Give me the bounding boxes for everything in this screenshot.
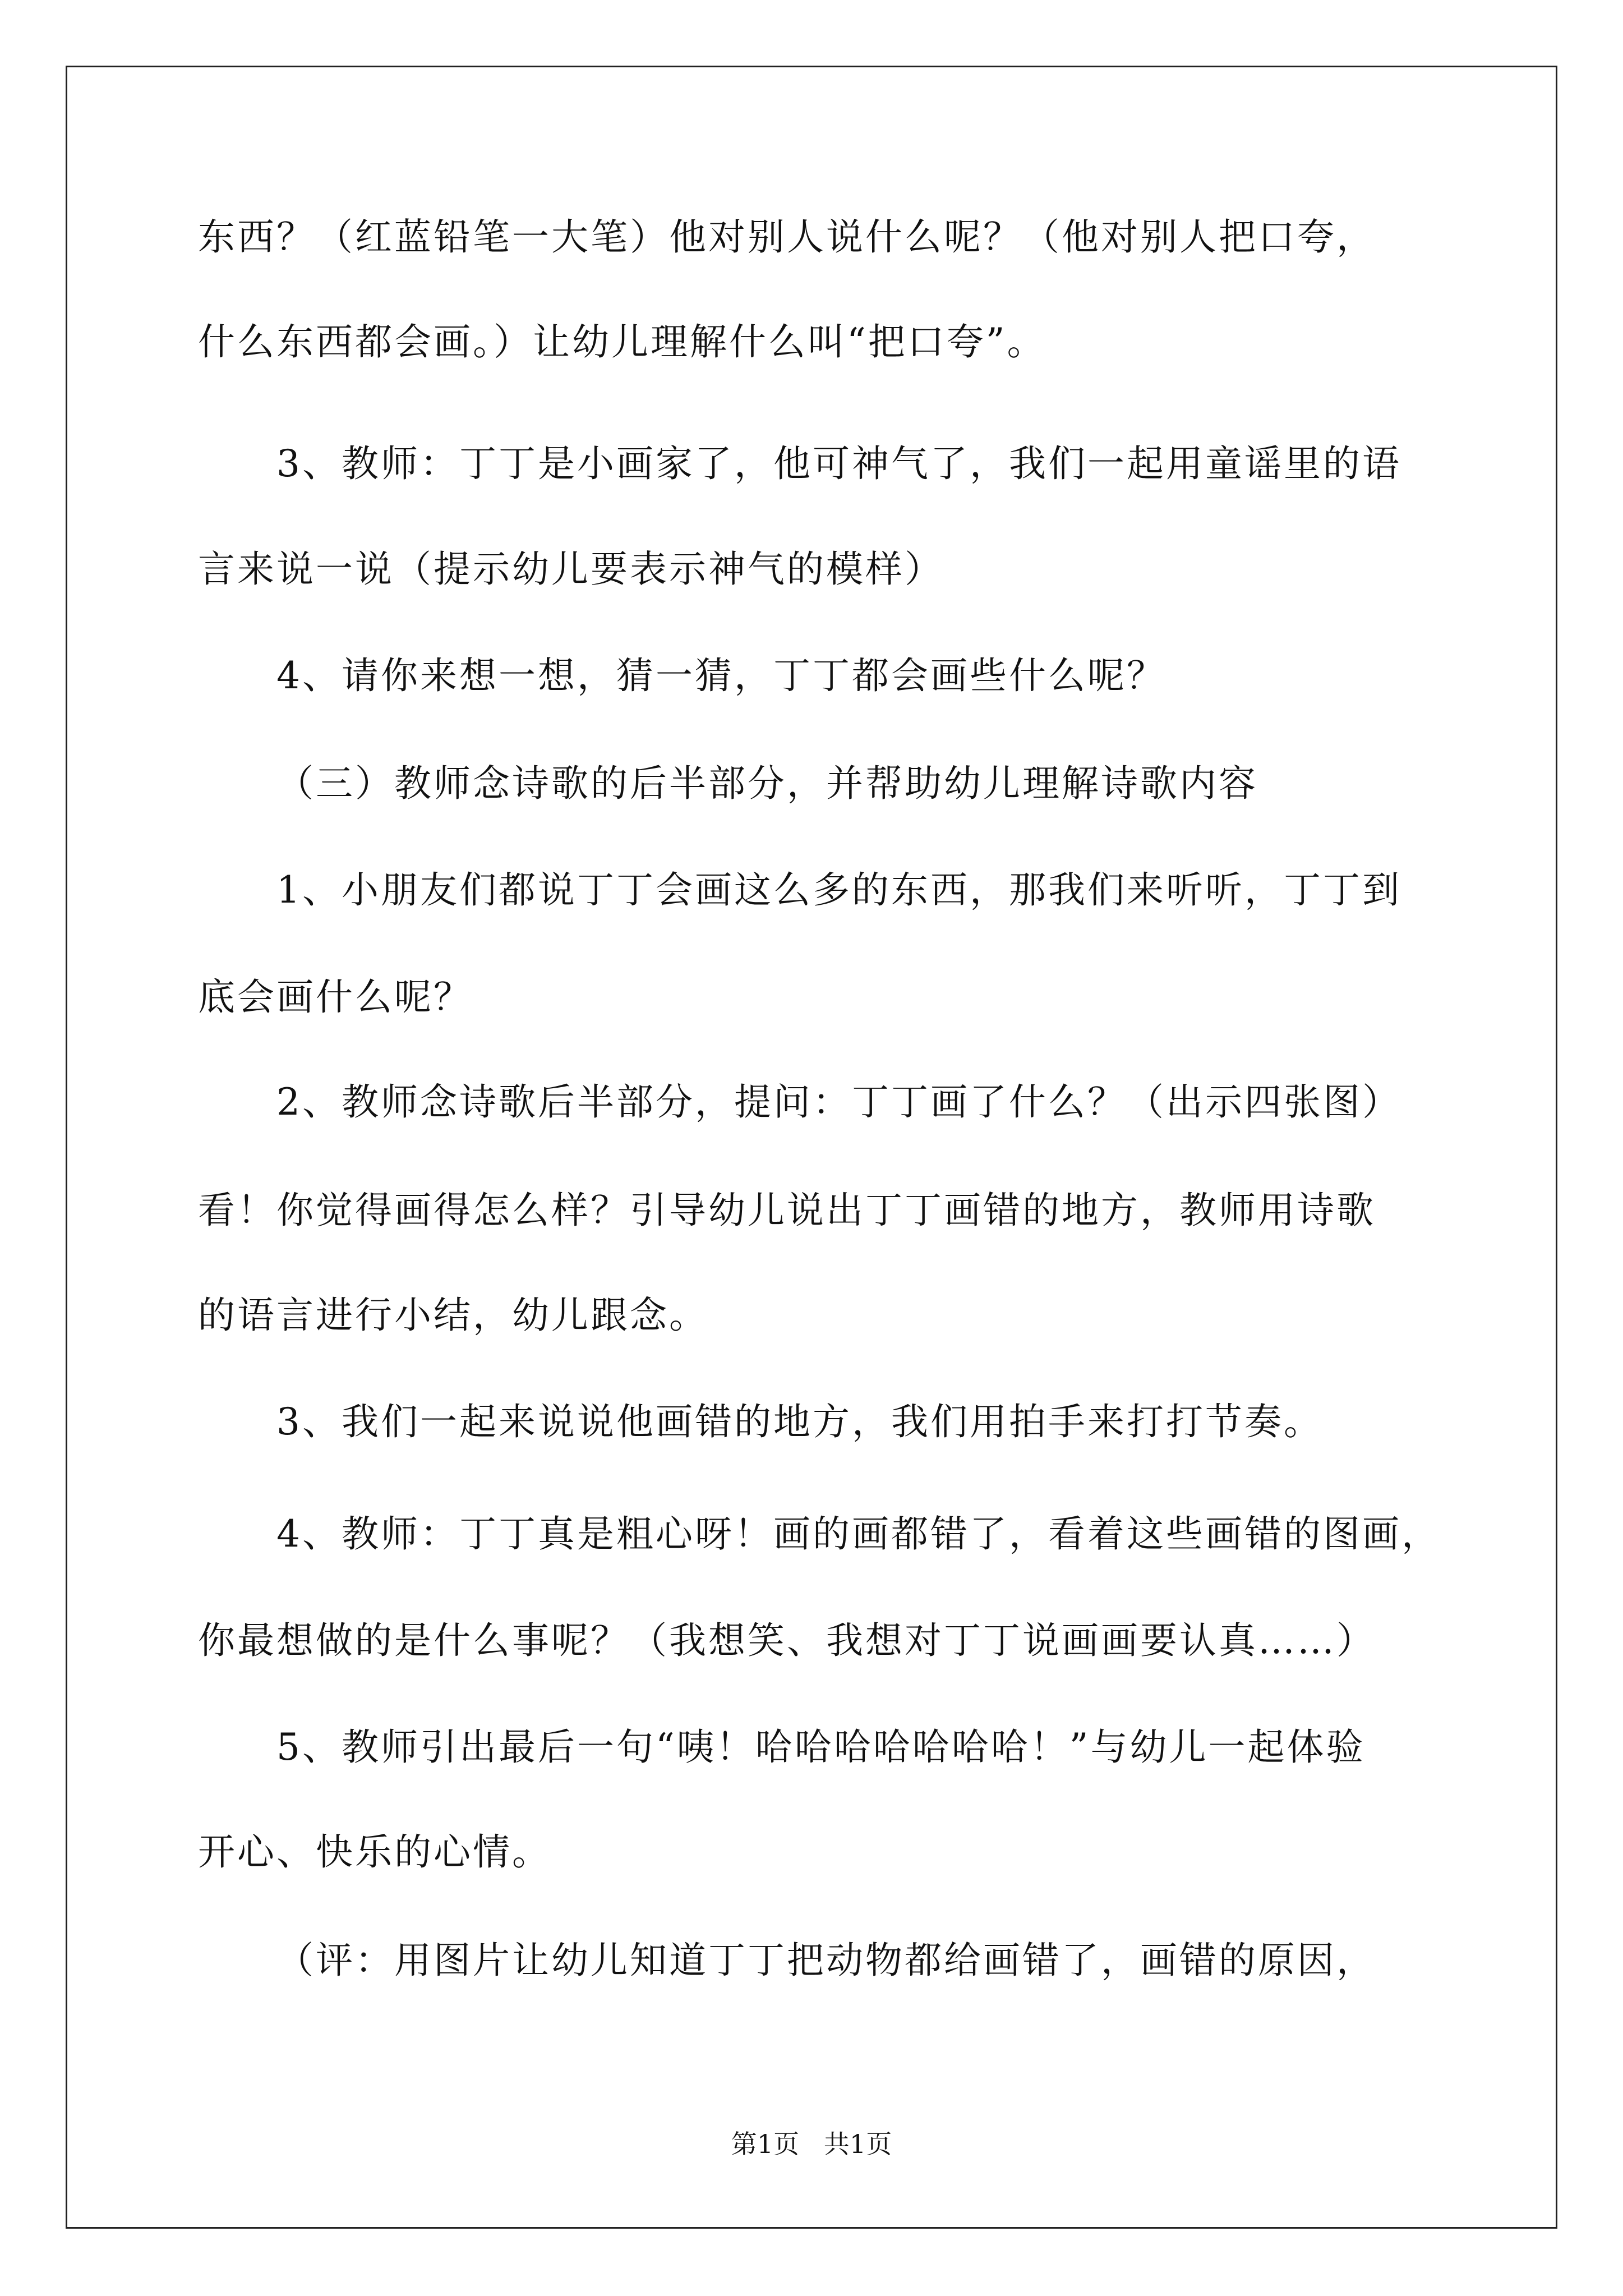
page-border	[66, 66, 1557, 2229]
body-line-11: 的语言进行小结，幼儿跟念。	[198, 1294, 708, 1337]
body-line-1: 东西？（红蓝铅笔一大笔）他对别人说什么呢？（他对别人把口夸，	[198, 215, 1376, 259]
body-line-3: 3、教师：丁丁是小画家了，他可神气了，我们一起用童谣里的语	[276, 442, 1401, 485]
body-line-12: 3、我们一起来说说他画错的地方，我们用拍手来打打节奏。	[276, 1400, 1323, 1443]
body-line-4: 言来说一说（提示幼儿要表示神气的模样）	[198, 547, 944, 591]
body-line-5: 4、请你来想一想，猜一猜，丁丁都会画些什么呢？	[276, 654, 1166, 697]
body-line-15: 5、教师引出最后一句“咦！哈哈哈哈哈哈哈！”与幼儿一起体验	[276, 1726, 1366, 1769]
body-line-17: （评：用图片让幼儿知道丁丁把动物都给画错了，画错的原因，	[276, 1939, 1376, 1982]
body-line-16: 开心、快乐的心情。	[198, 1830, 551, 1874]
body-line-10: 看！你觉得画得怎么样？引导幼儿说出丁丁画错的地方，教师用诗歌	[198, 1189, 1376, 1232]
page-footer: 第1页 共1页	[731, 2129, 892, 2159]
body-line-13: 4、教师：丁丁真是粗心呀！画的画都错了，看着这些画错的图画，	[276, 1512, 1441, 1556]
body-line-6: （三）教师念诗歌的后半部分，并帮助幼儿理解诗歌内容	[276, 762, 1258, 805]
body-line-8: 底会画什么呢？	[198, 976, 473, 1019]
body-line-9: 2、教师念诗歌后半部分，提问：丁丁画了什么？（出示四张图）	[276, 1080, 1401, 1124]
body-line-14: 你最想做的是什么事呢？（我想笑、我想对丁丁说画画要认真……）	[198, 1619, 1376, 1662]
body-line-7: 1、小朋友们都说丁丁会画这么多的东西，那我们来听听，丁丁到	[276, 868, 1401, 912]
body-line-2: 什么东西都会画。）让幼儿理解什么叫“把口夸”。	[198, 320, 1046, 364]
